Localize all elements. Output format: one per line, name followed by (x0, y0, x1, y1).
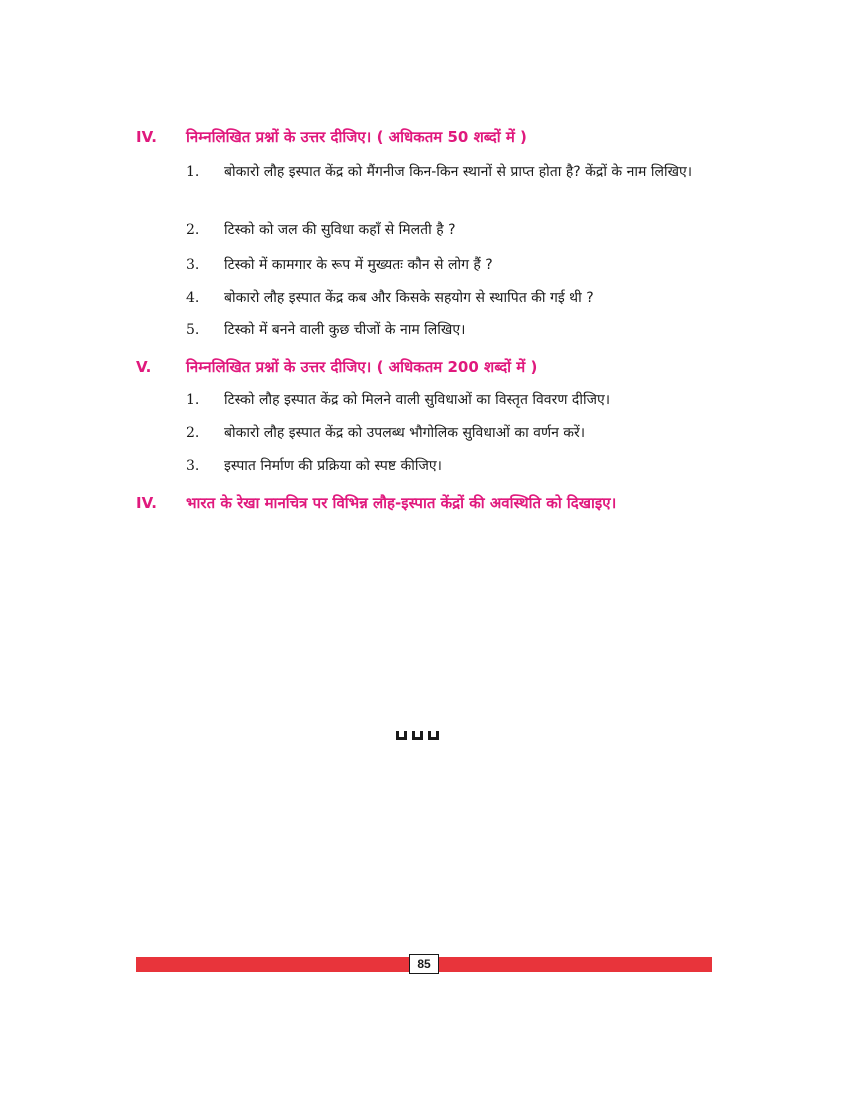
question-text: टिस्को में बनने वाली कुछ चीजों के नाम लिखिए। (224, 322, 466, 338)
question-number: 3. (186, 458, 200, 474)
question-text: बोकारो लौह इस्पात केंद्र कब और किसके सहयोग से स्थापित की गई थी ? (224, 290, 594, 306)
section-number: V. (136, 358, 152, 376)
question-number: 2. (186, 425, 200, 441)
question-number: 5. (186, 322, 200, 338)
section-number: IV. (136, 494, 157, 512)
page-number: 85 (409, 954, 439, 974)
question-number: 1. (186, 164, 200, 180)
section-heading-text: भारत के रेखा मानचित्र पर विभिन्न लौह-इस्पात केंद्रों की अवस्थिति को दिखाइए। (186, 494, 617, 512)
question-number: 1. (186, 392, 200, 408)
end-of-chapter-mark (396, 731, 439, 740)
section-heading-text: निम्नलिखित प्रश्नों के उत्तर दीजिए। ( अधिकतम 200 शब्दों में ) (186, 358, 538, 376)
question-text: बोकारो लौह इस्पात केंद्र को उपलब्ध भौगोलिक सुविधाओं का वर्णन करें। (224, 425, 586, 441)
question-text: टिस्को को जल की सुविधा कहाँ से मिलती है ? (224, 222, 456, 238)
end-square-icon (428, 731, 439, 740)
question-text: इस्पात निर्माण की प्रक्रिया को स्पष्ट कीजिए। (224, 458, 442, 474)
end-square-icon (396, 731, 407, 740)
question-text: बोकारो लौह इस्पात केंद्र को मैंगनीज किन-किन स्थानों से प्राप्त होता है? केंद्रों के नाम लिखिए। (224, 164, 693, 180)
section-heading-text: निम्नलिखित प्रश्नों के उत्तर दीजिए। ( अधिकतम 50 शब्दों में ) (186, 128, 527, 146)
question-number: 4. (186, 290, 200, 306)
question-text: टिस्को लौह इस्पात केंद्र को मिलने वाली सुविधाओं का विस्तृत विवरण दीजिए। (224, 392, 611, 408)
section-number: IV. (136, 128, 157, 146)
question-number: 3. (186, 257, 200, 273)
question-number: 2. (186, 222, 200, 238)
end-square-icon (412, 731, 423, 740)
question-text: टिस्को में कामगार के रूप में मुख्यतः कौन से लोग हैं ? (224, 257, 493, 273)
